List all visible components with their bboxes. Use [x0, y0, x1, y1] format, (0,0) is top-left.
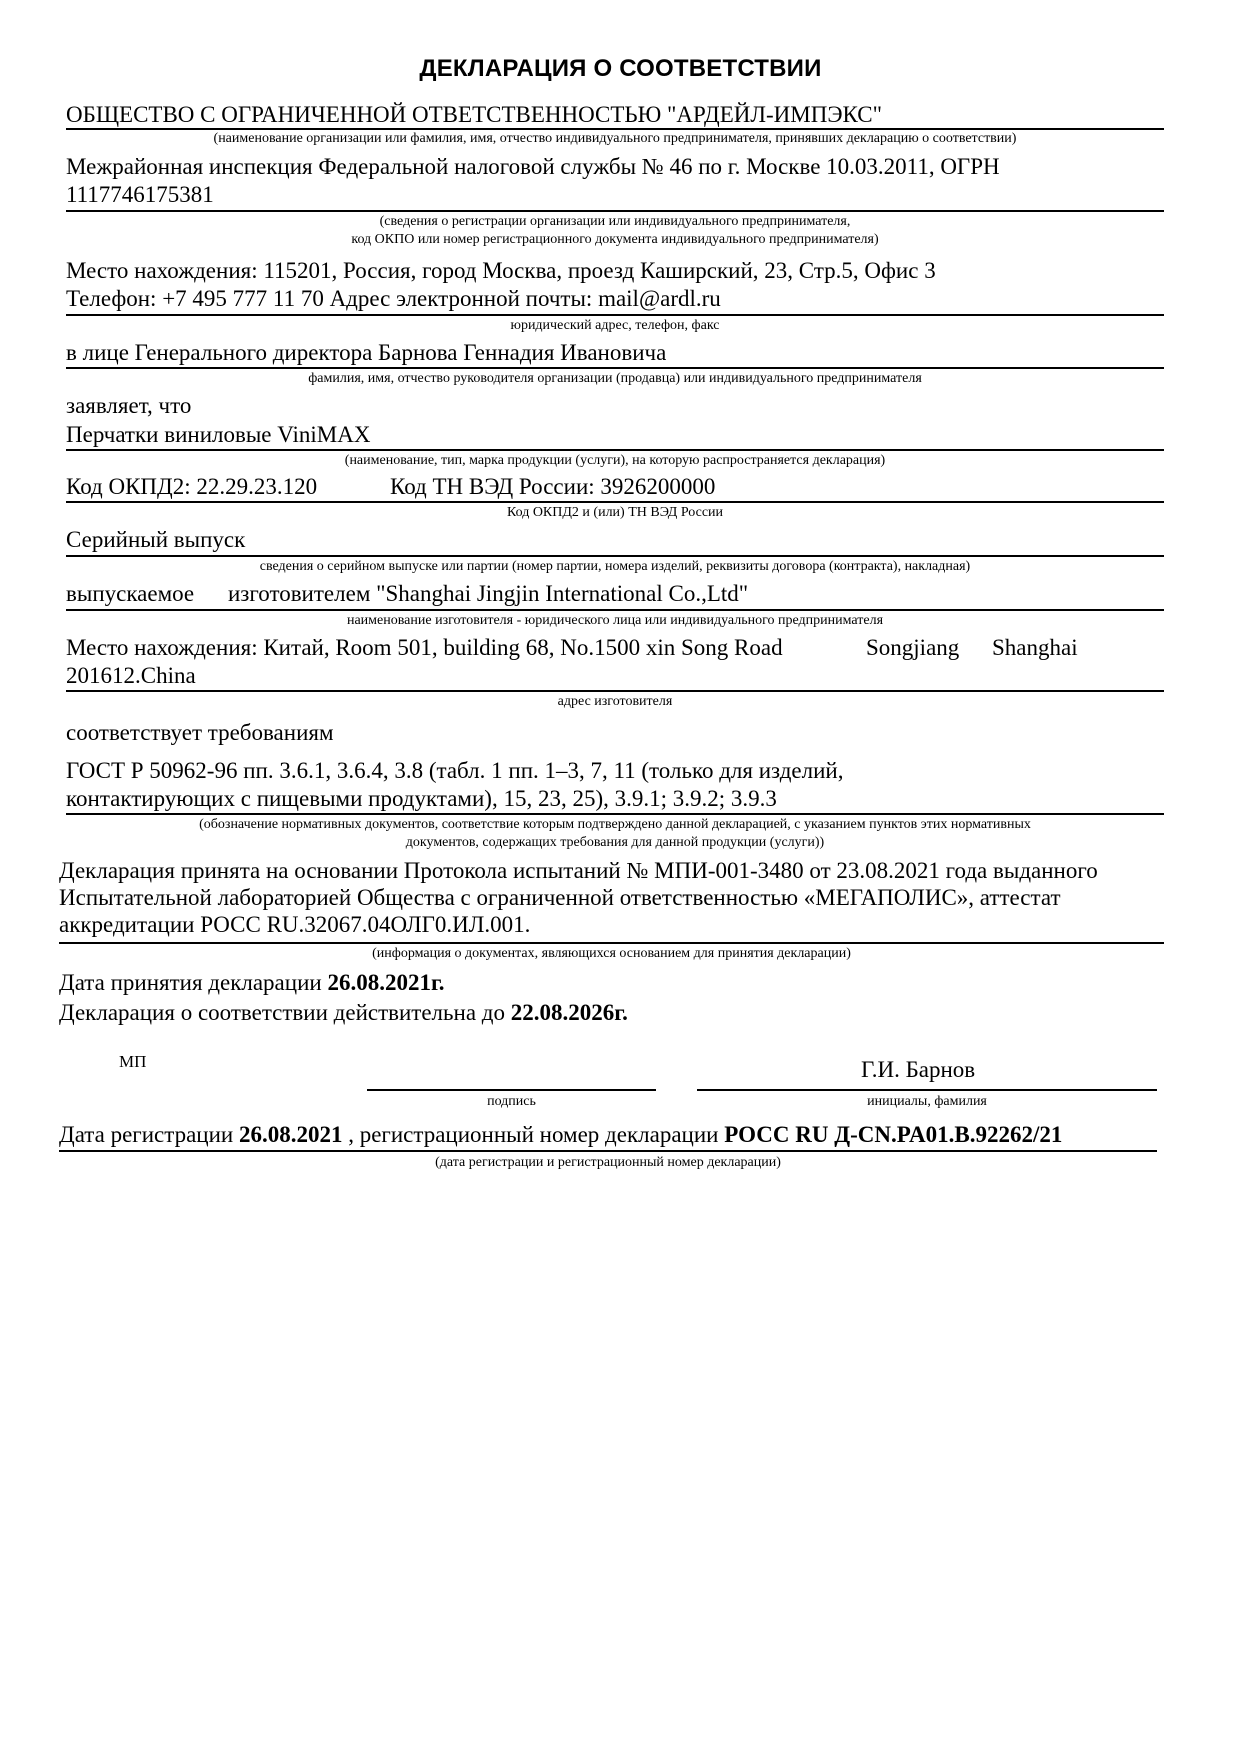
adoption-date: 26.08.2021г.	[327, 970, 445, 995]
manufacturer-caption: наименование изготовителя - юридического лица или индивидуального предпринимателя	[346, 613, 884, 628]
legal-address: Место нахождения: 115201, Россия, город Москва, проезд Каширский, 23, Стр.5, Офис 3	[66, 258, 936, 283]
standard-line2: контактирующих с пищевыми продуктами), 15, 23, 25), 3.9.1; 3.9.2; 3.9.3	[66, 786, 777, 811]
produced-word: выпускаемое	[66, 581, 195, 606]
validity-line	[59, 999, 628, 1026]
tnved-code: Код ТН ВЭД России: 3926200000	[390, 474, 716, 499]
divider	[66, 314, 1164, 316]
codes-caption: Код ОКПД2 и (или) ТН ВЭД России	[506, 505, 724, 520]
divider	[59, 942, 1164, 944]
divider	[66, 609, 1164, 611]
okpd2-code: Код ОКПД2: 22.29.23.120	[66, 474, 318, 499]
initials-line	[697, 1089, 1157, 1091]
standard-caption-line2: документов, содержащих требования для данной продукции (услуги))	[405, 835, 825, 850]
representative-caption: фамилия, имя, отчество руководителя организации (продавца) или индивидуального предпринимателя	[308, 371, 922, 386]
registration-caption-line1: (сведения о регистрации организации или индивидуального предпринимателя,	[379, 214, 851, 229]
product-name-caption: (наименование, тип, марка продукции (услуги), на которую распространяется декларация)	[344, 453, 886, 468]
divider	[66, 210, 1164, 212]
registration-info-line2: 1117746175381	[66, 182, 214, 207]
basis-line2: Испытательной лабораторией Общества с ограниченной ответственностью «МЕГАПОЛИС», аттестат	[59, 885, 1061, 910]
signature-caption: подпись	[487, 1094, 536, 1109]
manufacturer-address-part3: Shanghai	[992, 635, 1078, 660]
divider	[66, 449, 1164, 451]
registration-caption: (дата регистрации и регистрационный номер декларации)	[435, 1155, 781, 1170]
basis-line1: Декларация принята на основании Протокола испытаний № МПИ-001-3480 от 23.08.2021 года выданного	[59, 858, 1098, 883]
registration-date: 26.08.2021	[238, 1122, 343, 1147]
batch-caption: сведения о серийном выпуске или партии (номер партии, номера изделий, реквизиты договора (контракта), накладная)	[259, 559, 971, 574]
signer-name: Г.И. Барнов	[861, 1057, 976, 1082]
applicant-name-caption: (наименование организации или фамилия, имя, отчество индивидуального предпринимателя, принявших декларацию о соответствии)	[213, 131, 1017, 146]
adoption-date-label: Дата принятия декларации	[59, 970, 322, 995]
divider	[66, 690, 1164, 692]
registration-info-line1: Межрайонная инспекция Федеральной налоговой службы № 46 по г. Москве 10.03.2011, ОГРН	[66, 154, 1000, 179]
representative: в лице Генерального директора Барнова Геннадия Ивановича	[66, 340, 667, 365]
divider	[66, 367, 1164, 369]
address-caption: юридический адрес, телефон, факс	[510, 318, 720, 333]
phone-email: Телефон: +7 495 777 11 70 Адрес электронной почты: mail@ardl.ru	[66, 286, 721, 311]
standard-line1: ГОСТ Р 50962-96 пп. 3.6.1, 3.6.4, 3.8 (табл. 1 пп. 1–3, 7, 11 (только для изделий,	[66, 758, 844, 783]
registration-caption-line2: код ОКПО или номер регистрационного документа индивидуального предпринимателя)	[351, 232, 879, 247]
divider	[66, 813, 1164, 815]
manufacturer-address-caption: адрес изготовителя	[557, 694, 673, 709]
basis-caption: (информация о документах, являющихся основанием для принятия декларации)	[372, 946, 851, 961]
batch-info: Серийный выпуск	[66, 527, 246, 552]
initials-caption: инициалы, фамилия	[867, 1094, 987, 1109]
basis-line3: аккредитации РОСС RU.32067.04ОЛГ0.ИЛ.001.	[59, 912, 531, 937]
product-name: Перчатки виниловые ViniMAX	[66, 422, 371, 447]
divider	[59, 1150, 1157, 1152]
signature-line	[367, 1089, 656, 1091]
declares-text: заявляет, что	[66, 393, 192, 418]
validity-date: 22.08.2026г.	[510, 1000, 628, 1025]
registration-line	[59, 1121, 1062, 1148]
manufacturer-name: изготовителем "Shanghai Jingjin International Co.,Ltd"	[228, 581, 749, 606]
adoption-date-line	[59, 969, 445, 996]
standard-caption-line1: (обозначение нормативных документов, соответствие которым подтверждено данной декларацией, с указанием пунктов этих нормативных	[199, 817, 1031, 832]
manufacturer-address-part1: Место нахождения: Китай, Room 501, building 68, No.1500 xin Song Road	[66, 635, 783, 660]
applicant-name: ОБЩЕСТВО С ОГРАНИЧЕННОЙ ОТВЕТСТВЕННОСТЬЮ "АРДЕЙЛ-ИМПЭКС"	[66, 102, 883, 127]
divider	[66, 501, 1164, 503]
registration-date-label: Дата регистрации	[59, 1122, 234, 1147]
validity-label: Декларация о соответствии действительна до	[59, 1000, 505, 1025]
manufacturer-address-line2: 201612.China	[66, 663, 196, 688]
stamp-mark: МП	[119, 1052, 147, 1071]
divider	[66, 555, 1164, 557]
manufacturer-address-part2: Songjiang	[866, 635, 960, 660]
registration-number-label: , регистрационный номер декларации	[348, 1122, 719, 1147]
conformity-intro: соответствует требованиям	[66, 720, 334, 745]
registration-number: РОСС RU Д-CN.PA01.B.92262/21	[724, 1122, 1063, 1147]
document-title: ДЕКЛАРАЦИЯ О СООТВЕТСТВИИ	[419, 55, 822, 82]
